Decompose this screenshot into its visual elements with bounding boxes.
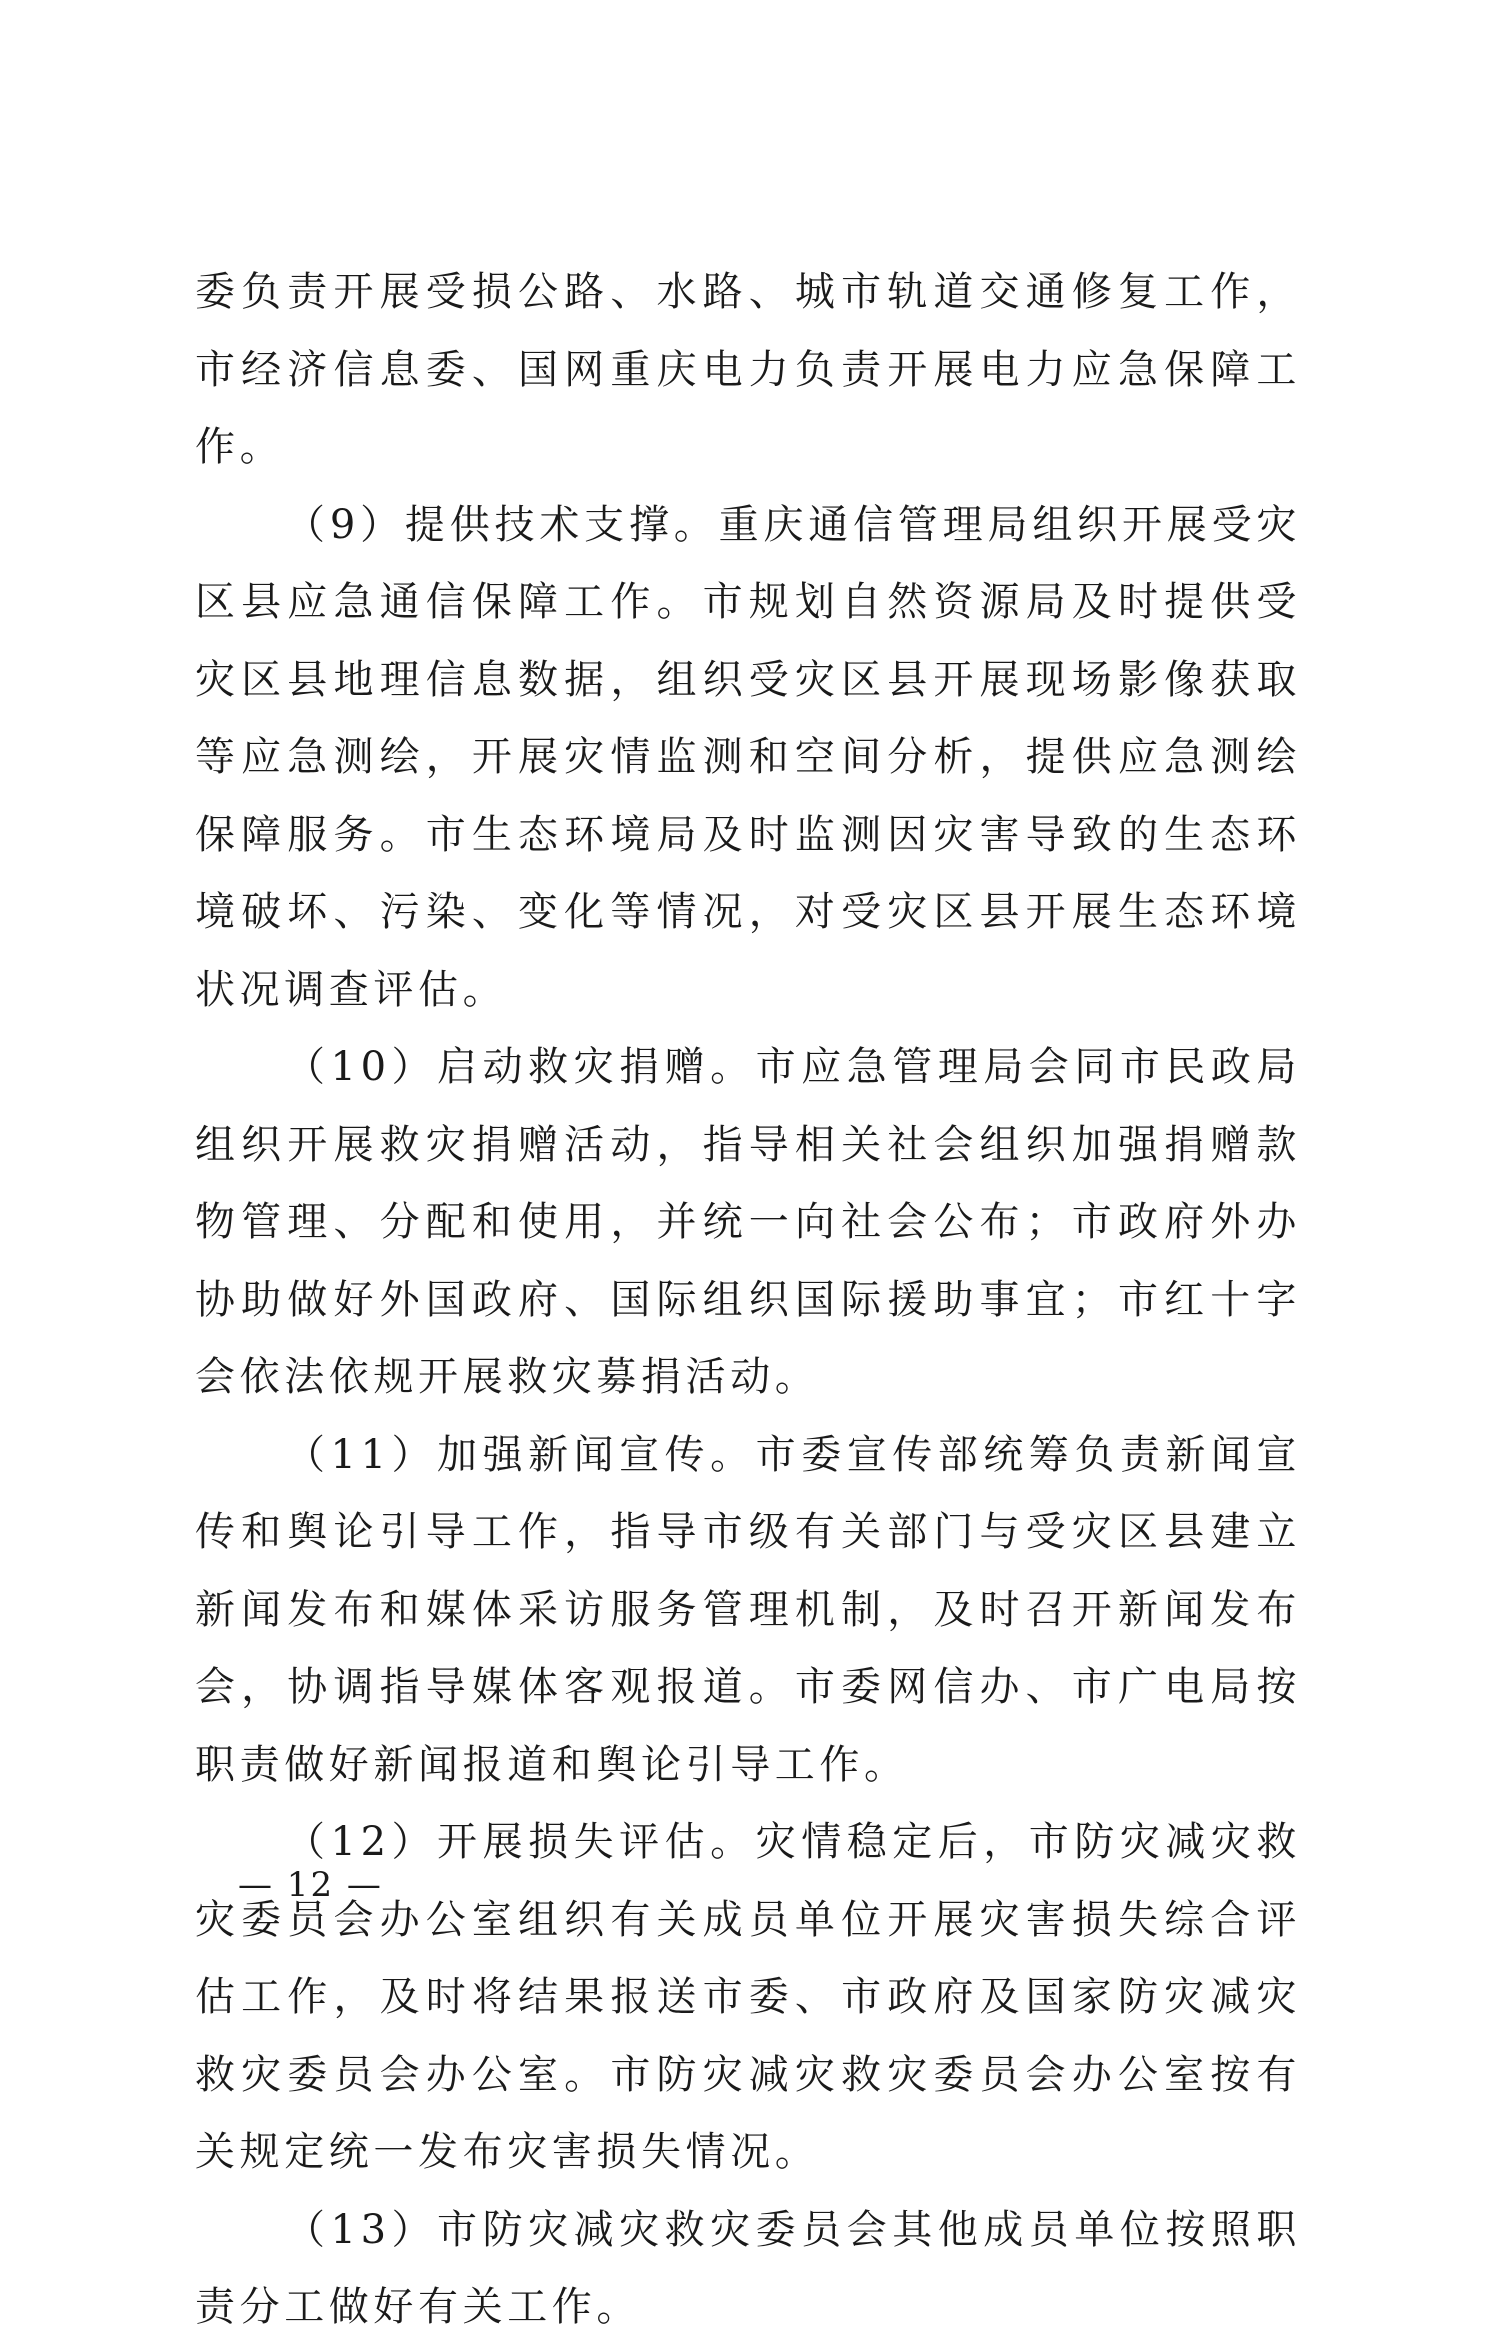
paragraph-9-technical-support: （9）提供技术支撑。重庆通信管理局组织开展受灾区县应急通信保障工作。市规划自然资源局及时提供受灾区县地理信息数据，组织受灾区县开展现场影像获取等应急测绘，开展灾情监测和空间分析，提供应急测绘保障服务。市生态环境局及时监测因灾害导致的生态环境破坏、污染、变化等情况，对受灾区县开展生态环境状况调查评估。 bbox=[195, 501, 1301, 1013]
paragraph-11-news-publicity: （11）加强新闻宣传。市委宣传部统筹负责新闻宣传和舆论引导工作，指导市级有关部门与受灾区县建立新闻发布和媒体采访服务管理机制，及时召开新闻发布会，协调指导媒体客观报道。市委网信办、市广电局按职责做好新闻报道和舆论引导工作。 bbox=[195, 1431, 1301, 1788]
paragraph-12-loss-assessment: （12）开展损失评估。灾情稳定后，市防灾减灾救灾委员会办公室组织有关成员单位开展灾害损失综合评估工作，及时将结果报送市委、市政府及国家防灾减灾救灾委员会办公室。市防灾减灾救灾委员会办公室按有关规定统一发布灾害损失情况。 bbox=[195, 1819, 1301, 2175]
page-number: — 12 — bbox=[238, 1865, 383, 1905]
body-text bbox=[195, 254, 1301, 2347]
paragraph-10-disaster-donation: （10）启动救灾捐赠。市应急管理局会同市民政局组织开展救灾捐赠活动，指导相关社会组织加强捐赠款物管理、分配和使用，并统一向社会公布；市政府外办协助做好外国政府、国际组织国际援助事宜；市红十字会依法依规开展救灾募捐活动。 bbox=[195, 1044, 1301, 1400]
paragraph-continued: 委负责开展受损公路、水路、城市轨道交通修复工作，市经济信息委、国网重庆电力负责开展电力应急保障工作。 bbox=[195, 269, 1301, 470]
paragraph-13-other-members: （13）市防灾减灾救灾委员会其他成员单位按照职责分工做好有关工作。 bbox=[195, 2206, 1301, 2330]
